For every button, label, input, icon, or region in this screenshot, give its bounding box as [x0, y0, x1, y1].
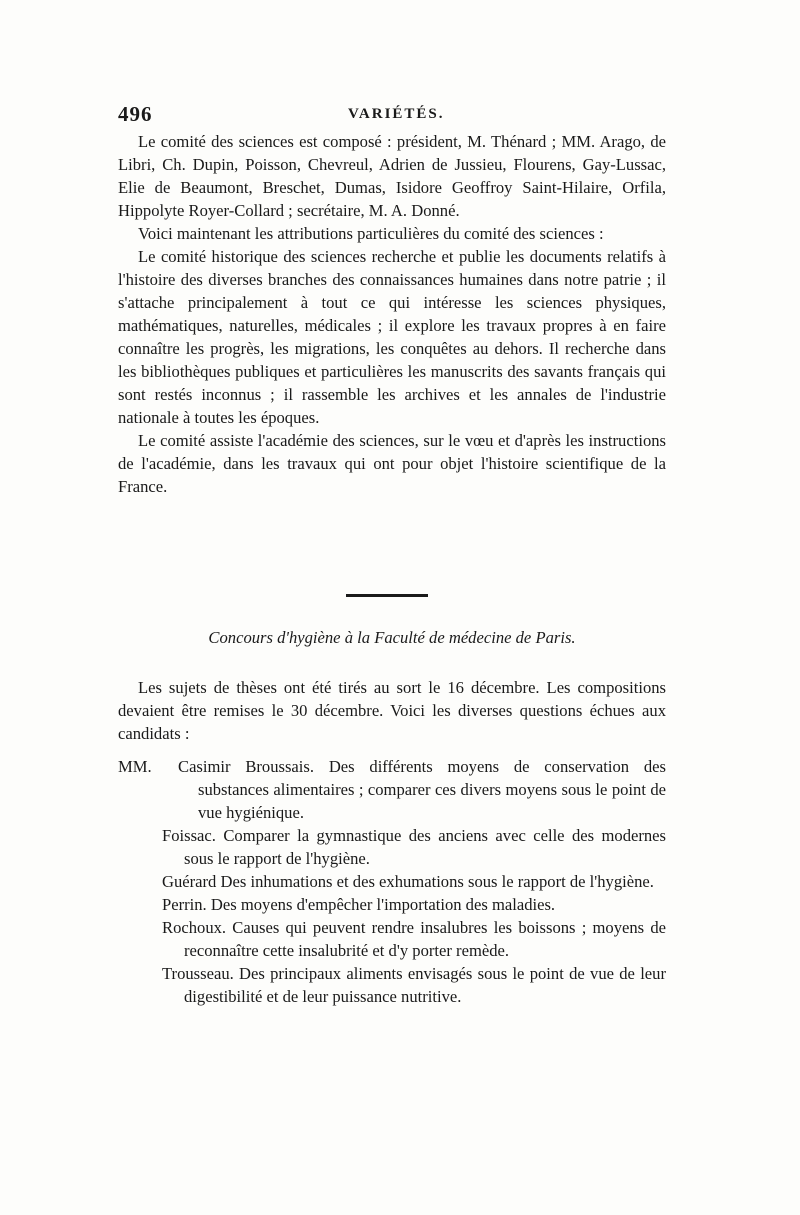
committee-members-paragraph: Le comité des sciences est composé : président, M. Thénard ; MM. Arago, de Libri, Ch. Dupin, Poisson, Chevreul, Adrien de Jussieu, Flourens, Gay-Lussac, Elie de Beaumont, Breschet, Dumas, Isidore Geoffroy Saint-Hilaire, Orfila, Hippolyte Royer-Collard ; secrétaire, M. A. Donné. — [118, 132, 666, 220]
candidate-entry — [118, 755, 666, 824]
candidate-subject: Des principaux aliments envisagés sous le point de vue de leur digestibilité et de leur puissance nutritive. — [184, 964, 666, 1006]
article-title: Concours d'hygiène à la Faculté de médecine de Paris. — [208, 628, 576, 647]
candidate-entry — [118, 893, 666, 916]
committee-section — [118, 130, 666, 498]
candidate-name: Trousseau. — [162, 964, 234, 983]
candidate-subject: Causes qui peuvent rendre insalubres les boissons ; moyens de reconnaître cette insalubrité et d'y porter remède. — [184, 918, 666, 960]
candidate-list — [118, 755, 666, 1008]
section-separator — [346, 594, 428, 597]
candidate-name: Guérard — [162, 872, 217, 891]
mm-prefix: MM. — [118, 757, 152, 776]
candidate-subject: Des différents moyens de conservation des substances alimentaires ; comparer ces divers moyens sous le point de vue hygiénique. — [198, 757, 666, 822]
candidate-subject: Des moyens d'empêcher l'importation des maladies. — [210, 895, 556, 914]
running-head — [118, 102, 678, 128]
attributions-intro-paragraph: Voici maintenant les attributions particulières du comité des sciences : — [138, 224, 604, 243]
academy-assist-paragraph: Le comité assiste l'académie des sciences, sur le vœu et d'après les instructions de l'académie, dans les travaux qui ont pour objet l'histoire scientifique de la France. — [118, 431, 666, 496]
candidate-name: Casimir Broussais. — [178, 757, 315, 776]
page-number: 496 — [118, 102, 153, 126]
concours-intro — [118, 676, 666, 745]
candidate-name: Foissac. — [162, 826, 216, 845]
candidate-entry — [118, 870, 666, 893]
candidate-name: Perrin. — [162, 895, 207, 914]
candidate-entry — [118, 916, 666, 962]
historical-committee-paragraph: Le comité historique des sciences recherche et publie les documents relatifs à l'histoire des diverses branches des connaissances humaines dans notre patrie ; il s'attache principalement à tout ce qui intéresse les sciences physiques, mathématiques, naturelles, médicales ; il explore les travaux propres à en faire connaître les progrès, les migrations, les conquêtes au dehors. Il recherche dans les bibliothèques publiques et particulières les manuscrits des savants français qui sont restés inconnus ; il rassemble les archives et les annales de l'industrie nationale à toutes les époques. — [118, 247, 666, 427]
candidate-name: Rochoux. — [162, 918, 227, 937]
candidate-entry — [118, 824, 666, 870]
section-title: VARIÉTÉS. — [348, 106, 445, 122]
concours-intro-paragraph: Les sujets de thèses ont été tirés au sort le 16 décembre. Les compositions devaient être remises le 30 décembre. Voici les diverses questions échues aux candidats : — [118, 678, 666, 743]
candidate-subject: Comparer la gymnastique des anciens avec celle des modernes sous le rapport de l'hygiène. — [184, 826, 666, 868]
candidate-entry — [118, 962, 666, 1008]
candidate-subject: Des inhumations et des exhumations sous le rapport de l'hygiène. — [220, 872, 654, 891]
